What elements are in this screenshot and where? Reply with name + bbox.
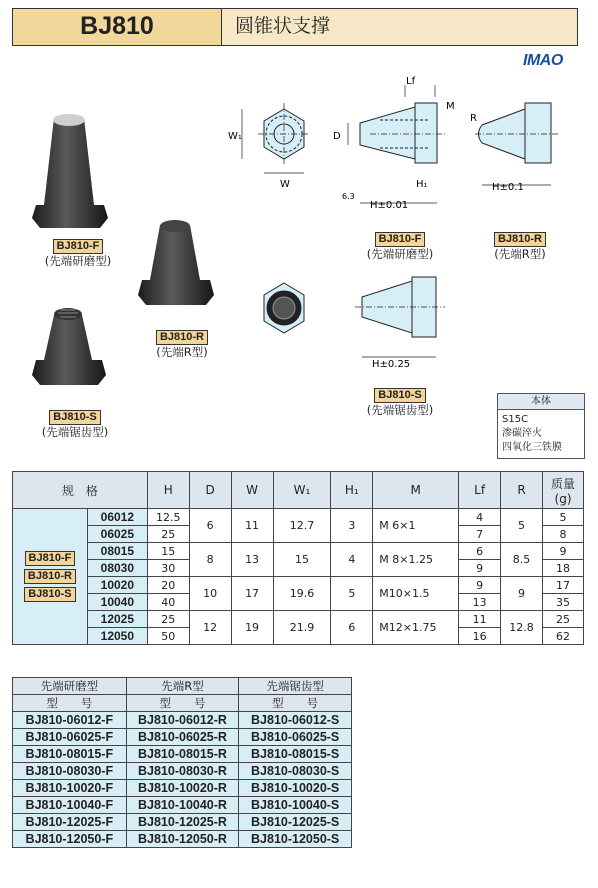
dim-m: M [446,101,455,112]
mass-cell: 62 [543,628,584,645]
tag-bj810-f: BJ810-F [53,239,104,254]
series-tag-r: BJ810-R [24,569,76,584]
model-number: BJ810-10040-R [126,797,239,814]
model-number: BJ810-12050-R [126,831,239,848]
lf-cell: 6 [459,543,501,560]
model-number: BJ810-08030-F [13,763,127,780]
series-tag-f: BJ810-F [25,551,76,566]
table-row [13,831,352,848]
mass-cell: 17 [543,577,584,594]
size-cell: 06012 [87,509,147,526]
col-d: D [189,472,231,509]
d-cell: 6 [189,509,231,543]
model-number: BJ810-10020-R [126,780,239,797]
drawing-caption-f: (先端研磨型) [366,247,434,261]
dim-lf: Lf [406,76,416,87]
material-header: 本体 [498,394,584,410]
w-cell: 13 [231,543,273,577]
mass-cell: 25 [543,611,584,628]
material-box [497,393,585,459]
dim-d: D [333,131,341,142]
photo-bj810-r [138,220,214,305]
mass-cell: 18 [543,560,584,577]
m-cell: M12×1.75 [373,611,459,645]
w-cell: 11 [231,509,273,543]
drawing-caption-s: (先端锯齿型) [366,403,434,417]
dim-w1: W₁ [228,131,242,142]
h-cell: 25 [147,526,189,543]
model-number-table [12,677,352,848]
model-number: BJ810-06025-S [239,729,352,746]
photo-label-r [142,325,222,359]
series-tags-cell [13,509,88,645]
model-header-row [13,678,352,695]
col-w1: W₁ [273,472,331,509]
model-number: BJ810-08015-S [239,746,352,763]
table-row [13,729,352,746]
model-number: BJ810-12025-F [13,814,127,831]
table-row [13,746,352,763]
lf-cell: 9 [459,577,501,594]
drawing-tag-s: BJ810-S [374,388,425,403]
w1-cell: 15 [273,543,331,577]
dim-h1: H₁ [416,179,428,190]
m-cell: M 8×1.25 [373,543,459,577]
model-number: BJ810-08015-R [126,746,239,763]
model-subheader: 型 号 [126,695,239,712]
col-m: M [373,472,459,509]
model-number: BJ810-12025-S [239,814,352,831]
model-col-r: 先端R型 [126,678,239,695]
w1-cell: 12.7 [273,509,331,543]
col-h: H [147,472,189,509]
dim-h-f: H±0.01 [370,200,409,211]
table-row [13,780,352,797]
mass-cell: 5 [543,509,584,526]
top-view-hexagon [242,103,310,173]
table-row [13,712,352,729]
drawing-label-f [355,227,445,261]
col-r: R [501,472,543,509]
model-number: BJ810-10040-F [13,797,127,814]
h-cell: 12.5 [147,509,189,526]
model-number: BJ810-06025-F [13,729,127,746]
size-cell: 08015 [87,543,147,560]
h1-cell: 4 [331,543,373,577]
table-row [13,814,352,831]
r-cell: 9 [501,577,543,611]
tag-bj810-s: BJ810-S [49,410,100,425]
material-line: S15C [502,414,529,425]
w1-cell: 21.9 [273,611,331,645]
col-lf: Lf [459,472,501,509]
model-number: BJ810-06025-R [126,729,239,746]
m-cell: M 6×1 [373,509,459,543]
model-number: BJ810-08030-S [239,763,352,780]
table-row [13,577,584,594]
h-cell: 25 [147,611,189,628]
model-col-f: 先端研磨型 [13,678,127,695]
photo-bj810-s [32,308,106,385]
h1-cell: 6 [331,611,373,645]
dim-h-r: H±0.1 [492,182,524,193]
model-number: BJ810-06012-R [126,712,239,729]
r-cell: 12.8 [501,611,543,645]
caption-r: (先端R型) [156,345,208,359]
lf-cell: 13 [459,594,501,611]
photo-bj810-f [32,114,108,228]
w1-cell: 19.6 [273,577,331,611]
model-number: BJ810-08015-F [13,746,127,763]
h-cell: 30 [147,560,189,577]
model-col-s: 先端锯齿型 [239,678,352,695]
model-subheader: 型 号 [13,695,127,712]
product-title: 圆锥状支撑 [235,15,331,37]
table-row [13,509,584,526]
lf-cell: 7 [459,526,501,543]
d-cell: 10 [189,577,231,611]
w-cell: 19 [231,611,273,645]
r-cell: 8.5 [501,543,543,577]
model-number: BJ810-10020-S [239,780,352,797]
brand-logo: IMAO [523,52,563,69]
serrated-top-view [264,283,304,333]
size-cell: 12025 [87,611,147,628]
model-number: BJ810-06012-F [13,712,127,729]
model-number: BJ810-10040-S [239,797,352,814]
model-subheader-row [13,695,352,712]
series-tag-s: BJ810-S [24,587,75,602]
size-cell: 10040 [87,594,147,611]
h-cell: 15 [147,543,189,560]
dim-r: R [470,113,477,124]
size-cell: 10020 [87,577,147,594]
table-row [13,763,352,780]
lf-cell: 11 [459,611,501,628]
r-cell: 5 [501,509,543,543]
dim-h-s: H±0.25 [372,359,411,370]
col-mass: 质量(g) [543,472,584,509]
m-cell: M10×1.5 [373,577,459,611]
mass-cell: 8 [543,526,584,543]
table-row [13,543,584,560]
tag-bj810-r: BJ810-R [156,330,208,345]
model-number: BJ810-08030-R [126,763,239,780]
w-cell: 17 [231,577,273,611]
product-code: BJ810 [13,9,222,45]
size-cell: 06025 [87,526,147,543]
col-h1: H₁ [331,472,373,509]
table-row [13,797,352,814]
material-line: 渗碳淬火 [502,428,542,439]
h-cell: 50 [147,628,189,645]
drawing-label-r [480,227,560,261]
side-view-r [475,103,560,185]
caption-f: (先端研磨型) [44,254,112,268]
lf-cell: 9 [459,560,501,577]
spec-header-row [13,472,584,509]
size-cell: 08030 [87,560,147,577]
h-cell: 20 [147,577,189,594]
mass-cell: 35 [543,594,584,611]
surface-roughness: 6.3 [342,192,355,201]
model-number: BJ810-12050-F [13,831,127,848]
h1-cell: 3 [331,509,373,543]
d-cell: 12 [189,611,231,645]
col-size: 规 格 [13,472,148,509]
spec-table [12,471,584,645]
title-bar [12,8,578,46]
caption-s: (先端锯齿型) [41,425,109,439]
lf-cell: 4 [459,509,501,526]
model-number: BJ810-12025-R [126,814,239,831]
h-cell: 40 [147,594,189,611]
dim-w: W [280,179,290,190]
h1-cell: 5 [331,577,373,611]
photo-label-s [30,405,120,439]
mass-cell: 9 [543,543,584,560]
photo-label-f [37,234,119,268]
drawing-caption-r: (先端R型) [494,247,546,261]
model-number: BJ810-10020-F [13,780,127,797]
col-w: W [231,472,273,509]
drawing-label-s [352,383,448,417]
drawing-tag-r: BJ810-R [494,232,546,247]
side-view-f [348,85,445,203]
lf-cell: 16 [459,628,501,645]
model-number: BJ810-06012-S [239,712,352,729]
drawing-tag-f: BJ810-F [375,232,426,247]
model-number: BJ810-12050-S [239,831,352,848]
material-line: 四氧化三铁膜 [502,442,562,453]
table-row [13,611,584,628]
model-subheader: 型 号 [239,695,352,712]
side-view-s [355,277,445,357]
d-cell: 8 [189,543,231,577]
size-cell: 12050 [87,628,147,645]
